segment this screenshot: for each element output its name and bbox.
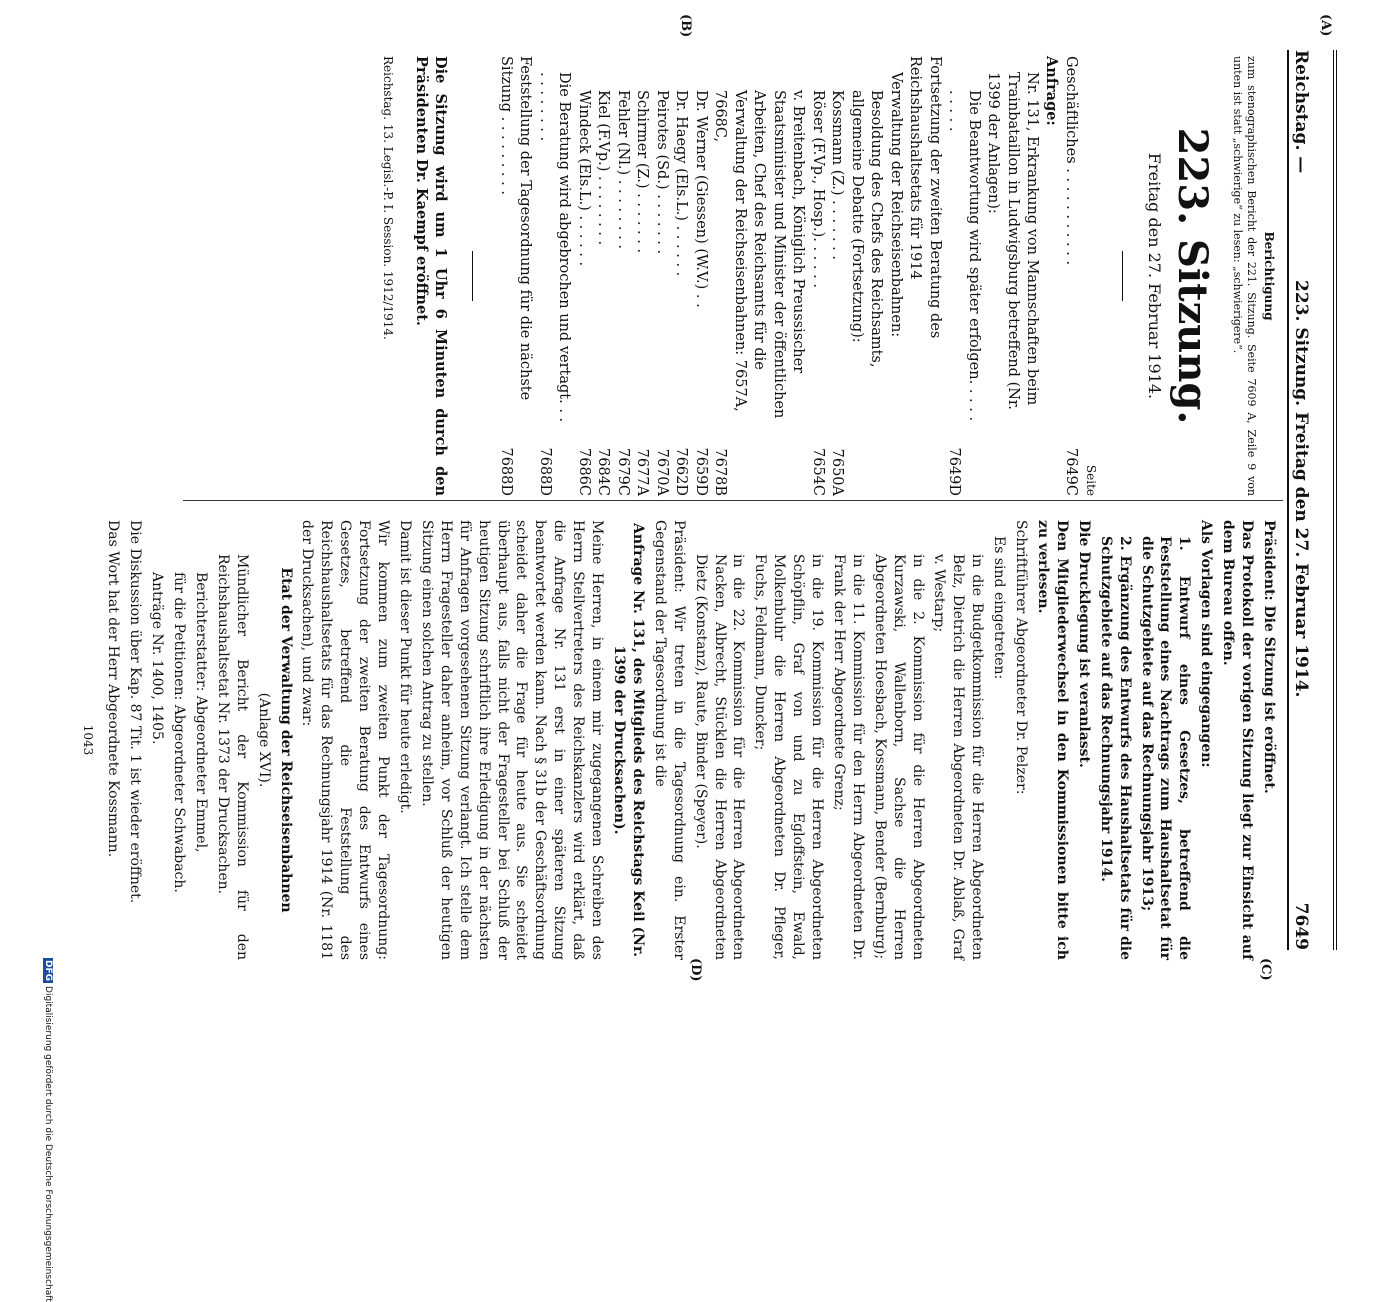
toc-entry — [808, 56, 828, 496]
toc-entry-text: Feststellung der Tagesordnung für die nächste Sitzung . . . . . . . . . — [498, 56, 534, 401]
toc-entry-text: Fortsetzung der zweiten Beratung des Reichshaushaltsetats für 1914 — [907, 56, 943, 339]
proceedings-paragraph: Meine Herren, in einem mir zugegangenen Schreiben des Herrn Stellvertreters des Reichskanzlers wird erklärt, daß die Anfrage Nr. 131 erst in einer späteren Sitzung beantwortet werden kann. Nach § 31b der Geschäftsordnung scheidet daher die Frage für heute aus. Sie scheidet überhaupt aus, falls nicht der Fragesteller bei Schluß der heutigen Sitzung schriftlich ihre Erledigung in der nächsten für Anfragen vorgesehenen Sitzung verlangt. Ich stelle dem Herrn Fragesteller daher anheim, vor Schluß der heutigen Sitzung einen solchen Antrag zu stellen. — [418, 520, 606, 960]
footer-note: Reichstag. 13. Legisl.-P. I. Session. 1912/1914. — [381, 56, 396, 340]
session-date: Freitag den 27. Februar 1914. — [1145, 152, 1165, 400]
toc-entry — [691, 56, 711, 496]
toc-entry — [827, 56, 847, 496]
toc-entry-page: 7654C — [810, 448, 826, 496]
toc-entry-page: 7679C — [615, 448, 631, 496]
toc-entry — [1042, 56, 1062, 496]
toc-entry-text: Schirmer (Z.) . . . . . . . — [634, 90, 651, 254]
header-left: Reichstag. — — [1291, 50, 1311, 174]
proceedings-paragraph: Etat der Verwaltung der Reichseisenbahnen — [277, 567, 294, 913]
proceedings-paragraph: Damit ist dieser Punkt für heute erledigt. — [397, 520, 414, 814]
dfg-credit — [43, 958, 53, 1302]
proceedings-paragraph: in die 22. Kommission für die Herren Abgeordneten Nacken, Albrecht, Stücklen die Herren Abgeordneten Dietz (Konstanz), Raute, Binder (Speyer). — [692, 554, 747, 960]
toc-entry-page: 7688D — [537, 447, 553, 496]
bottom-page-number: 1043 — [81, 724, 96, 756]
proceedings-paragraph: 1. Entwurf eines Gesetzes, betreffend die Feststellung eines Nachtrags zum Haushaltsetat für die Schutzgebiete auf das Rechnungsjahr 1913; — [1138, 536, 1193, 960]
proceedings-text — [103, 520, 1278, 960]
proceedings-paragraph: für die Petitionen: Abgeordneter Schwabach. — [171, 572, 188, 893]
toc-entry-text: Peirotes (Sd.) . . . . . . . — [654, 90, 670, 255]
toc-entry — [632, 56, 652, 496]
session-title: 223. Sitzung. — [1169, 127, 1217, 425]
margin-mark-c: (C) — [1258, 958, 1273, 981]
toc-entry-page: 7649C — [1063, 448, 1080, 496]
toc-entry — [710, 56, 808, 496]
toc-entry-text: Anfrage: — [1043, 56, 1060, 126]
toc-entry-page: 7649D — [946, 447, 963, 496]
toc-entry-text: Besoldung des Chefs des Reichsamts, allgemeine Debatte (Fortsetzung): — [849, 90, 885, 368]
toc-entry — [652, 56, 672, 496]
proceedings-paragraph: Mündlicher Bericht der Kommission für den Reichshaushaltsetat Nr. 1373 der Drucksachen. — [214, 554, 250, 960]
left-column — [378, 56, 1278, 496]
toc-entry-text: Kiel (F.Vp.) . . . . . . . . — [595, 90, 612, 246]
header-center: 223. Sitzung. Freitag den 27. Februar 1914. — [1291, 280, 1311, 698]
proceedings-paragraph: Präsident: Wir treten in die Tagesordnung ein. Erster Gegenstand der Tagesordnung ist die — [651, 520, 687, 960]
toc-entry-text: Röser (F.Vp., Hosp.). . . . . . — [810, 90, 826, 288]
proceedings-paragraph: in die 11. Kommission für den Herrn Abgeordneten Dr. Frank der Herr Abgeordnete Grenz; — [830, 554, 866, 960]
toc-entry-text: Windeck (Els.L.) . . . . . . — [576, 90, 592, 267]
toc-entry — [905, 56, 944, 496]
proceedings-paragraph: Wir kommen zum zweiten Punkt der Tagesordnung: Fortsetzung der zweiten Beratung des Entwurfs eines Gesetzes, betreffend die Feststellung des Reichshaushaltsetats für das Rechnungsjahr 1914 (Nr. 1181 der Drucksachen), und zwar: — [299, 520, 392, 960]
toc-entry-text: Dr. Haegy (Els.L.) . . . . . . — [673, 90, 690, 277]
toc-entry-page: 7670A — [654, 448, 670, 496]
proceedings-paragraph: Anfrage Nr. 131, des Mitglieds des Reichstags Keil (Nr. 1399 der Drucksachen). — [611, 523, 646, 957]
margin-mark-d: (D) — [688, 958, 703, 982]
proceedings-paragraph: (Anlage XVI). — [255, 692, 272, 788]
toc-entry-page: 7677A — [634, 448, 651, 496]
toc-entry — [496, 56, 535, 496]
toc-entry-page: 7678B — [712, 448, 729, 496]
dfg-credit-text: Digitalisierung gefördert durch die Deutsche Forschungsgemeinschaft — [43, 986, 53, 1302]
opening-statement: Die Sitzung wird um 1 Uhr 6 Minuten durch den Präsidenten Dr. Kaempf eröffnet. — [413, 56, 450, 496]
toc-entry-text: Geschäftliches . . . . . . . . . . . — [1063, 56, 1080, 266]
proceedings-paragraph: Es sind eingetreten: — [991, 536, 1008, 680]
proceedings-paragraph: Das Wort hat der Herr Abgeordnete Kossmann. — [105, 520, 122, 858]
toc-entry-page: 7650A — [829, 448, 846, 496]
toc-entry — [944, 56, 983, 496]
toc-entry-text: Die Beratung wird abgebrochen und vertagt. . . . . . . . . . . — [537, 72, 573, 423]
toc-entry — [847, 56, 886, 496]
proceedings-paragraph: Schriftführer Abgeordneter Dr. Pelzer: — [1013, 520, 1030, 795]
margin-mark-b: (B) — [678, 14, 693, 38]
toc-entry-text: Dr. Werner (Giessen) (W.V.) . . — [693, 90, 709, 308]
correction-title: Berichtigung — [1262, 231, 1276, 321]
toc-entry-page: 7659D — [693, 447, 709, 496]
toc-entry — [535, 56, 574, 496]
proceedings-paragraph: 2. Ergänzung des Entwurfs des Haushaltsetats für die Schutzgebiete auf das Rechnungsjahr 1914. — [1097, 536, 1133, 960]
toc-entry-page: 7662D — [673, 447, 690, 496]
proceedings-paragraph: Berichterstatter: Abgeordneter Emmel, — [192, 572, 209, 853]
proceedings-paragraph: Die Diskussion über Kap. 87 Tit. 1 ist wieder eröffnet. — [127, 520, 144, 904]
margin-mark-a: (A) — [1318, 14, 1333, 37]
toc-entry-page: 7684C — [595, 448, 612, 496]
toc-entry-text: Die Beantwortung wird später erfolgen. . . . . . . . . . — [946, 90, 982, 422]
proceedings-paragraph: in die Budgetkommission für die Herren Abgeordneten Belz, Dietrich die Herren Abgeordneten Dr. Ablaß, Graf v. Westarp; — [931, 554, 986, 960]
seite-label: Seite — [1084, 464, 1098, 496]
right-column — [79, 520, 1278, 960]
proceedings-paragraph: Die Drucklegung ist veranlasst. — [1075, 520, 1092, 768]
short-rule-2 — [473, 251, 474, 301]
toc-entry — [574, 56, 594, 496]
proceedings-paragraph: in die 2. Kommission für die Herren Abgeordneten Kurzawski, Wallenborn, Sachse die Herren Abgeordneten Hoesbach, Kossmann, Bender (Bernburg); — [871, 554, 926, 960]
running-header — [1291, 50, 1337, 950]
toc-entry — [983, 56, 1042, 496]
short-rule — [1122, 251, 1123, 301]
correction-text: zum stenographischen Bericht der 221. Sitzung. Seite 7609 A, Zeile 9 von unten ist statt „schwierige“ zu lesen: „schwierigere“. — [1231, 56, 1259, 496]
proceedings-paragraph: Den Mitgliederwechsel in den Kommissionen bitte ich zu verlesen. — [1035, 520, 1070, 960]
toc-entry — [593, 56, 613, 496]
table-of-contents — [496, 56, 1081, 496]
proceedings-paragraph: Präsident: Die Sitzung ist eröffnet. — [1261, 520, 1277, 794]
toc-entry-page: 7686C — [576, 448, 592, 496]
header-top-rule — [1328, 50, 1337, 950]
toc-entry — [1061, 56, 1081, 496]
toc-entry-text: Nr. 131, Erkrankung von Mannschaften beim Trainbataillon in Ludwigsburg betreffend (Nr. 1399 der Anlagen): — [985, 72, 1041, 410]
header-page-number: 7649 — [1291, 902, 1311, 950]
proceedings-paragraph: Als Vorlagen sind eingegangen: — [1198, 520, 1215, 768]
dfg-logo: DFG — [43, 960, 53, 982]
header-rule — [1287, 50, 1289, 950]
toc-entry-text: v. Breitenbach, Königlich Preussischer Staatsminister und Minister der öffentlichen Arbeiten, Chef des Reichsamts für die Verwaltung der Reichseisenbahnen: 7657A, 7668C, — [712, 90, 807, 419]
proceedings-paragraph: Anträge Nr. 1400, 1405. — [149, 572, 166, 745]
toc-entry — [613, 56, 633, 496]
toc-entry-text: Fehler (Nl.) . . . . . . . . — [615, 90, 631, 249]
toc-entry — [671, 56, 691, 496]
proceedings-paragraph: Das Protokoll der vorigen Sitzung liegt zur Einsicht auf dem Bureau offen. — [1220, 520, 1256, 960]
toc-entry-text: Kossmann (Z.) . . . . . . . — [829, 90, 846, 261]
proceedings-paragraph: in die 19. Kommission für die Herren Abgeordneten Schöpflin, Graf von und zu Egloffstein, Ewald, Molkenbuhr die Herren Abgeordneten Dr. Pfleger, Fuchs, Feldmann, Duncker; — [752, 554, 826, 960]
toc-entry — [886, 56, 906, 496]
toc-entry-text: Verwaltung der Reichseisenbahnen: — [888, 72, 904, 338]
column-separator — [183, 500, 1283, 501]
toc-entry-page: 7688D — [498, 447, 514, 496]
